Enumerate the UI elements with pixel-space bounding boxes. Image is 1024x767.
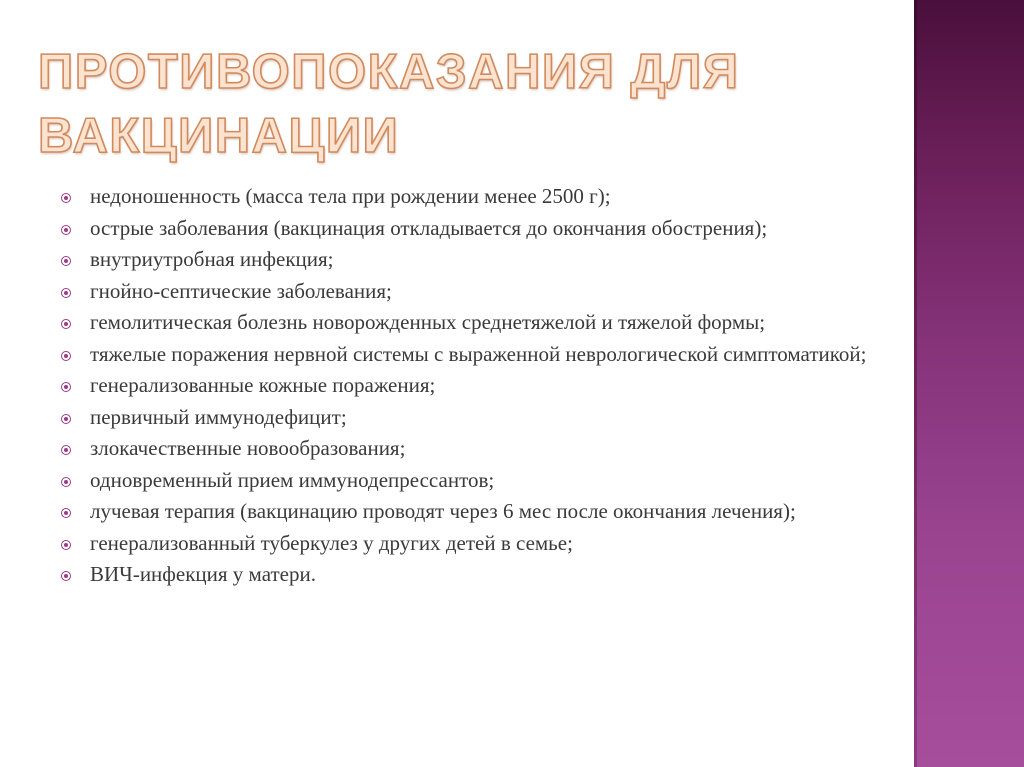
list-item-text: гнойно-септические заболевания; — [90, 278, 392, 303]
list-item — [58, 562, 928, 587]
list-item-text: одновременный прием иммунодепрессантов; — [90, 467, 495, 492]
list-item-text: первичный иммунодефицит; — [90, 404, 347, 429]
list-item-text: тяжелые поражения нервной системы с выраженной неврологической симптоматикой; — [90, 341, 867, 366]
list-item — [58, 310, 928, 335]
list-item — [58, 247, 928, 272]
circle-bullet-icon — [61, 382, 71, 392]
list-item — [58, 499, 928, 524]
list-item — [58, 216, 928, 241]
circle-bullet-icon — [61, 288, 71, 298]
decorative-side-band — [914, 0, 1024, 767]
circle-bullet-icon — [61, 351, 71, 361]
circle-bullet-icon — [61, 256, 71, 266]
circle-bullet-icon — [61, 445, 71, 455]
list-item-text: внутриутробная инфекция; — [90, 247, 334, 271]
list-item-text: гемолитическая болезнь новорожденных среднетяжелой и тяжелой формы; — [90, 310, 766, 334]
list-item-text: недоношенность (масса тела при рождении менее 2500 г); — [90, 184, 611, 208]
slide-title: ПРОТИВОПОКАЗАНИЯ ДЛЯ ВАКЦИНАЦИИ — [38, 45, 740, 163]
list-item-text: злокачественные новообразования; — [90, 436, 406, 460]
list-item-text: острые заболевания (вакцинация откладывается до окончания обострения); — [90, 215, 768, 240]
contraindications-list — [58, 184, 928, 594]
list-item — [58, 405, 928, 430]
circle-bullet-icon — [61, 225, 71, 235]
list-item — [58, 531, 928, 556]
list-item — [58, 468, 928, 493]
circle-bullet-icon — [61, 508, 71, 518]
list-item-text: генерализованный туберкулез у других детей в семье; — [90, 530, 573, 555]
list-item — [58, 279, 928, 304]
circle-bullet-icon — [61, 193, 71, 203]
list-item — [58, 342, 928, 367]
list-item-text: генерализованные кожные поражения; — [90, 373, 436, 397]
list-item — [58, 373, 928, 398]
circle-bullet-icon — [61, 477, 71, 487]
circle-bullet-icon — [61, 540, 71, 550]
list-item — [58, 184, 928, 209]
circle-bullet-icon — [61, 319, 71, 329]
circle-bullet-icon — [61, 414, 71, 424]
list-item-text: ВИЧ-инфекция у матери. — [90, 562, 316, 586]
list-item-text: лучевая терапия (вакцинацию проводят через 6 мес после окончания лечения); — [90, 499, 796, 523]
list-item — [58, 436, 928, 461]
circle-bullet-icon — [61, 571, 71, 581]
